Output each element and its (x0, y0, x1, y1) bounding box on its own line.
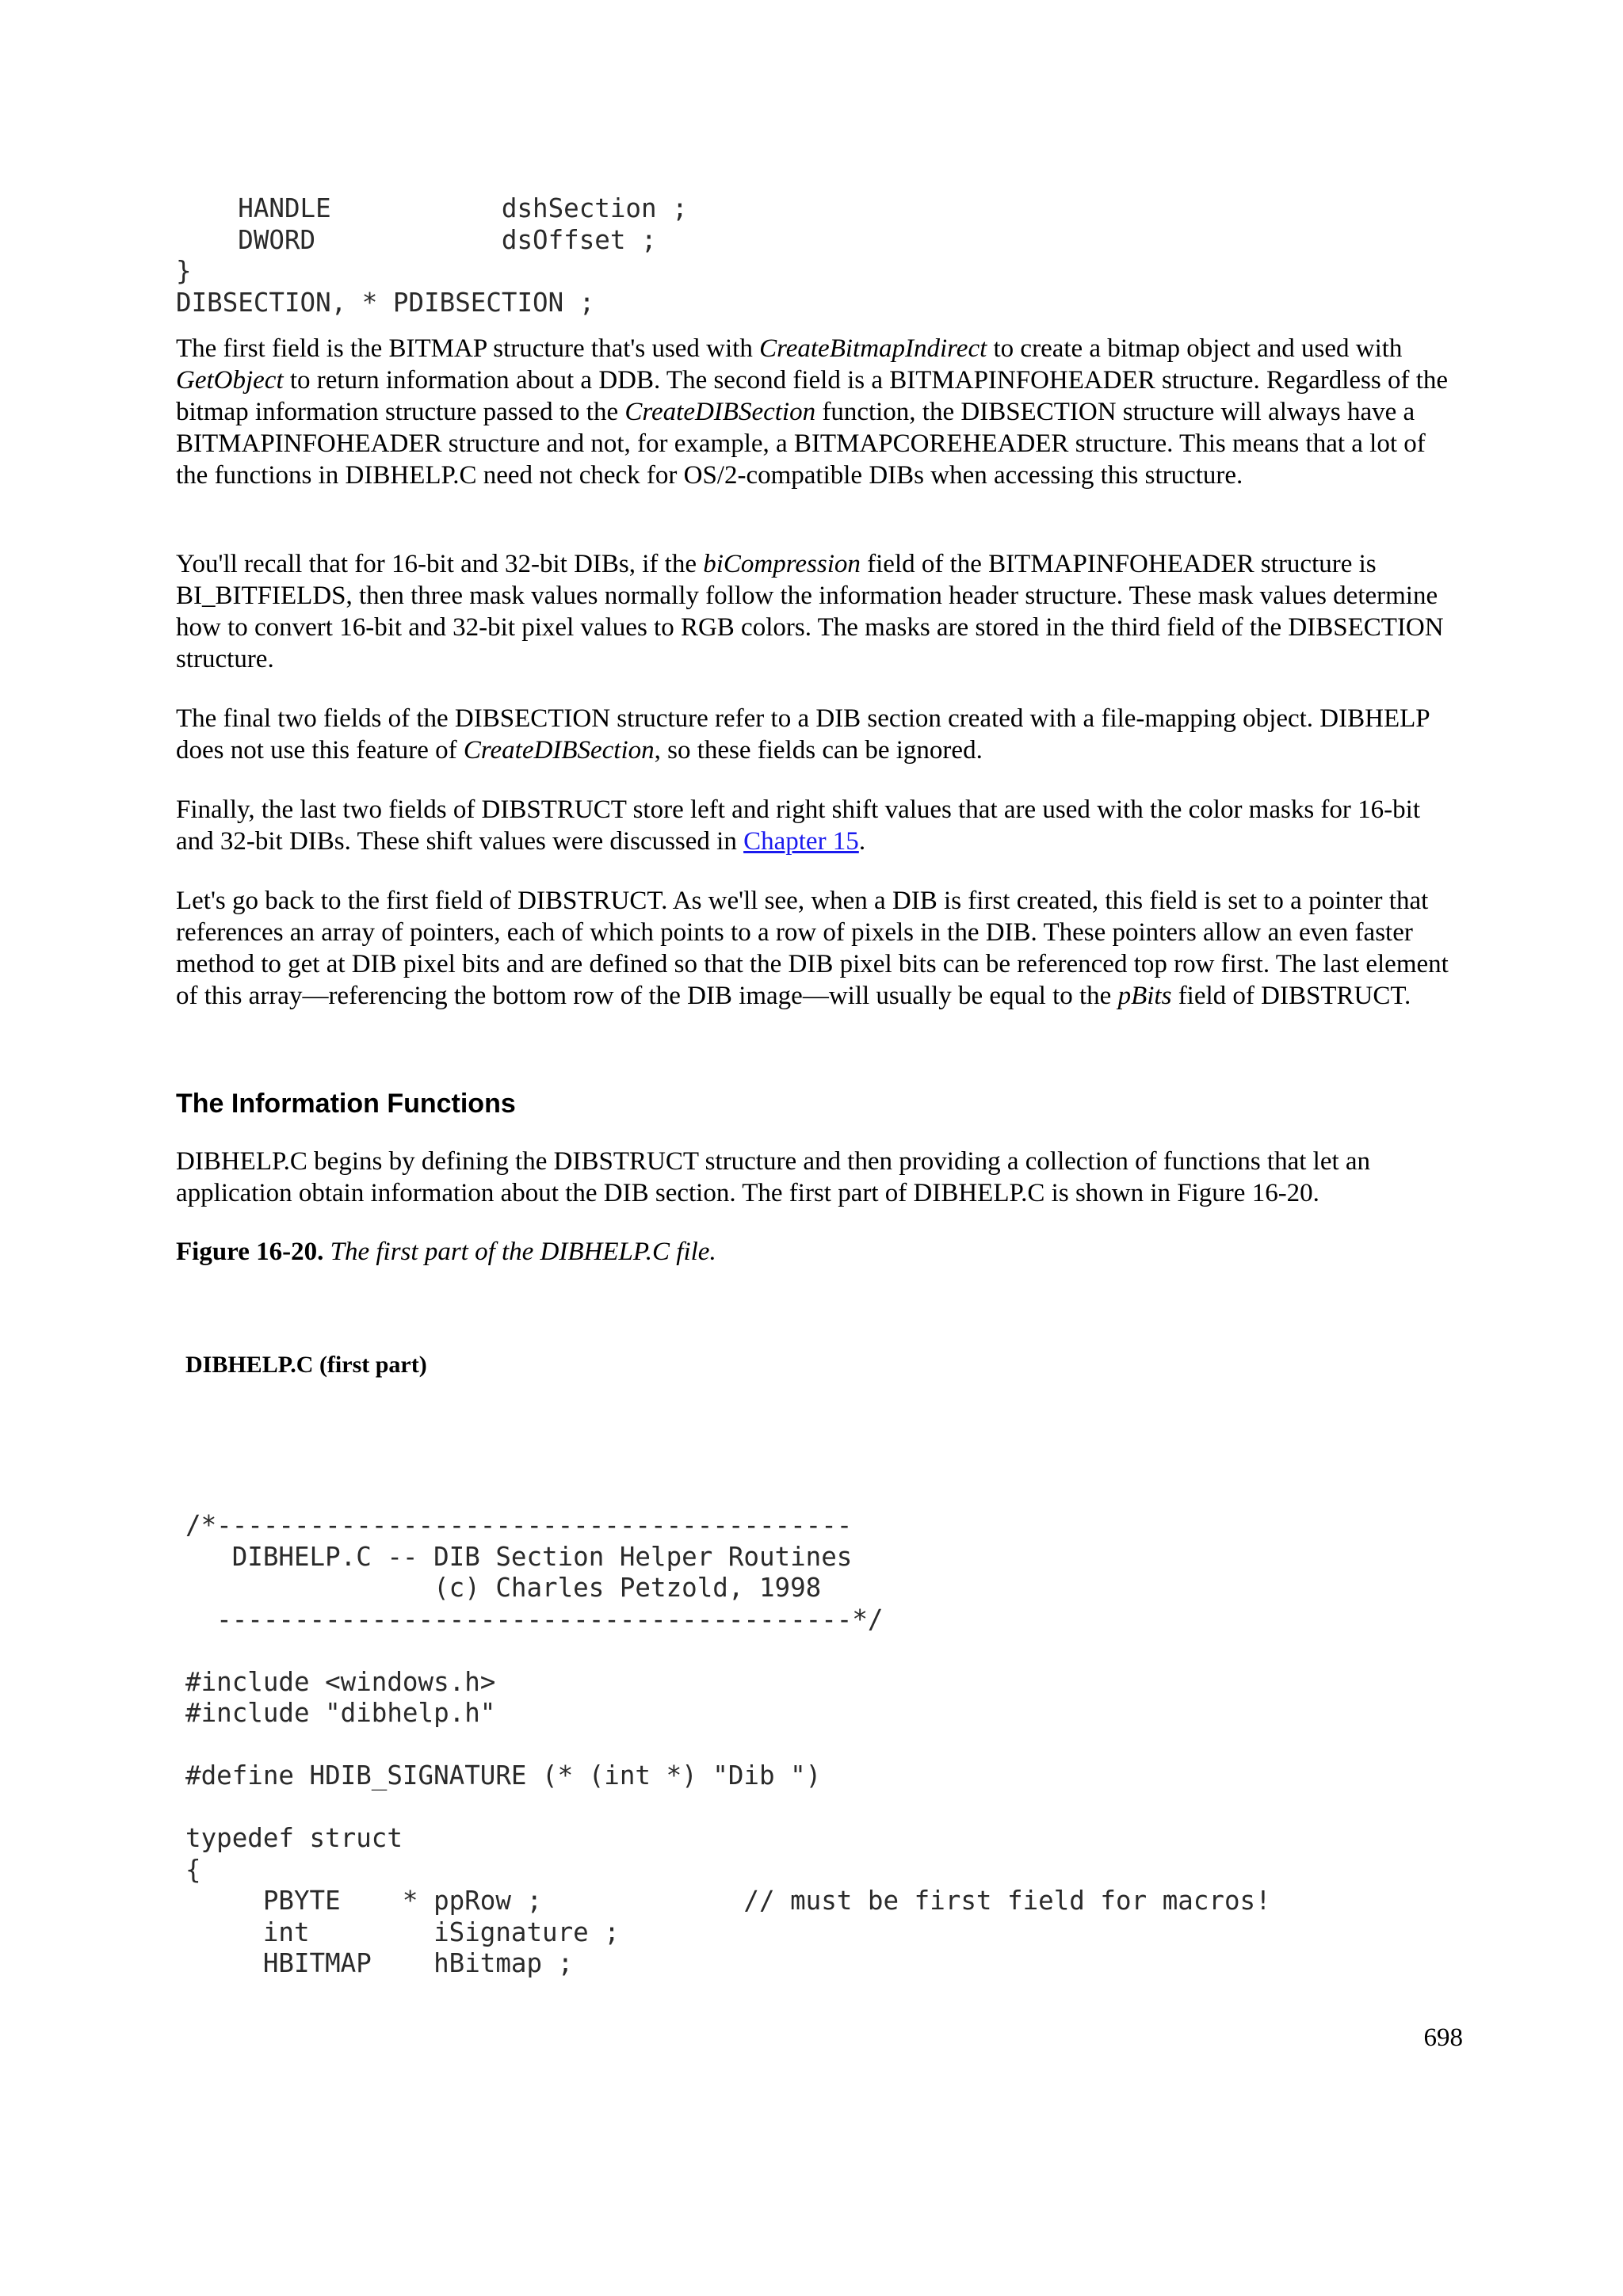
paragraph-bitmap-structure (176, 333, 1460, 491)
text-run: You'll recall that for 16-bit and 32-bit DIBs, if the (176, 550, 704, 578)
paragraph-bitfields-masks (176, 548, 1460, 675)
code-block-dibsection-end (176, 193, 688, 318)
code-line: (c) Charles Petzold, 1998 (185, 1573, 822, 1603)
italic-term: pBits (1117, 982, 1172, 1010)
text-run: Let's go back to the first field of DIBSTRUCT. As we'll see, when a DIB is first created, this field is set to a pointer that references an array of pointers, each of which points to a row of pixels in the DIB. These pointers allow an even faster method to get at DIB pixel bits and are defined so that the DIB pixel bits can be referenced top row first. The last element of this array—referencing the bottom row of the DIB image—will usually be equal to the (176, 887, 1449, 1010)
figure-number: Figure 16-20. (176, 1238, 324, 1266)
code-line: int iSignature ; (185, 1917, 620, 1947)
paragraph-dibhelp-intro (176, 1146, 1460, 1209)
code-line: DIBSECTION, * PDIBSECTION ; (176, 287, 595, 318)
paragraph-file-mapping (176, 703, 1460, 766)
paragraph-row-pointers (176, 885, 1460, 1012)
code-line (185, 1730, 1271, 1761)
italic-term: biCompression (703, 550, 861, 578)
text-run: field of DIBSTRUCT. (1171, 982, 1411, 1010)
text-run: field of the BITMAPINFOHEADER structure is BI_BITFIELDS, then three mask values normally follow the information header structure. These mask values determine how to convert 16-bit and 32-bit pixel values to RGB colors. The masks are stored in the third field of the DIBSECTION structure. (176, 550, 1444, 673)
figure-caption-text: The first part of the DIBHELP.C file. (330, 1238, 716, 1266)
code-line: DWORD dsOffset ; (176, 224, 657, 255)
italic-term: CreateDIBSection (624, 398, 816, 426)
text-run: DIBHELP.C begins by defining the DIBSTRUCT structure and then providing a collection of functions that let an application obtain information about the DIB section. The first part of DIBHELP.C is shown in Figure 16-20. (176, 1147, 1371, 1207)
paragraph-shift-values (176, 794, 1460, 857)
text-run: . (858, 827, 866, 856)
text-run: The final two fields of the DIBSECTION structure refer to a DIB section created with a file-mapping object. DIBHELP does not use this feature of (176, 704, 1430, 765)
code-line: PBYTE * ppRow ; // must be first field for macros! (185, 1886, 1271, 1916)
code-line (185, 1792, 1271, 1824)
listing-title: DIBHELP.C (first part) (185, 1352, 427, 1378)
code-line (185, 1635, 1271, 1667)
code-line: { (185, 1854, 201, 1885)
text-run: The first field is the BITMAP structure that's used with (176, 334, 760, 363)
code-line: #define HDIB_SIGNATURE (* (int *) "Dib ") (185, 1760, 822, 1791)
text-run: function, the DIBSECTION structure will always have a BITMAPINFOHEADER structure and not, for example, a BITMAPCOREHEADER structure. This means that a lot of the functions in DIBHELP.C need not check for OS/2-compatible DIBs when accessing this structure. (176, 398, 1426, 490)
text-run: , so these fields can be ignored. (654, 736, 983, 765)
code-line: -----------------------------------------*/ (185, 1604, 884, 1634)
italic-term: CreateDIBSection (463, 736, 655, 765)
code-line: typedef struct (185, 1823, 403, 1853)
code-listing (185, 1510, 1271, 1980)
page-number: 698 (1423, 2023, 1463, 2052)
italic-term: GetObject (176, 366, 284, 395)
text-run: to create a bitmap object and used with (987, 334, 1403, 363)
code-line: HBITMAP hBitmap ; (185, 1948, 574, 1978)
figure-caption (176, 1236, 716, 1268)
code-line: } (176, 256, 192, 286)
section-heading: The Information Functions (176, 1089, 516, 1119)
code-line: #include <windows.h> (185, 1666, 496, 1697)
italic-term: CreateBitmapIndirect (759, 334, 987, 363)
chapter-link[interactable]: Chapter 15 (743, 827, 859, 856)
text-run: to return information about a DDB. The second field is a BITMAPINFOHEADER structure. Regardless of the bitmap information structure passed to the (176, 366, 1449, 426)
code-line: /*----------------------------------------- (185, 1510, 853, 1540)
code-line: #include "dibhelp.h" (185, 1698, 496, 1728)
code-line: HANDLE dshSection ; (176, 193, 688, 223)
text-run: Finally, the last two fields of DIBSTRUCT store left and right shift values that are used with the color masks for 16-bit and 32-bit DIBs. These shift values were discussed in (176, 795, 1420, 856)
code-line: DIBHELP.C -- DIB Section Helper Routines (185, 1541, 853, 1572)
